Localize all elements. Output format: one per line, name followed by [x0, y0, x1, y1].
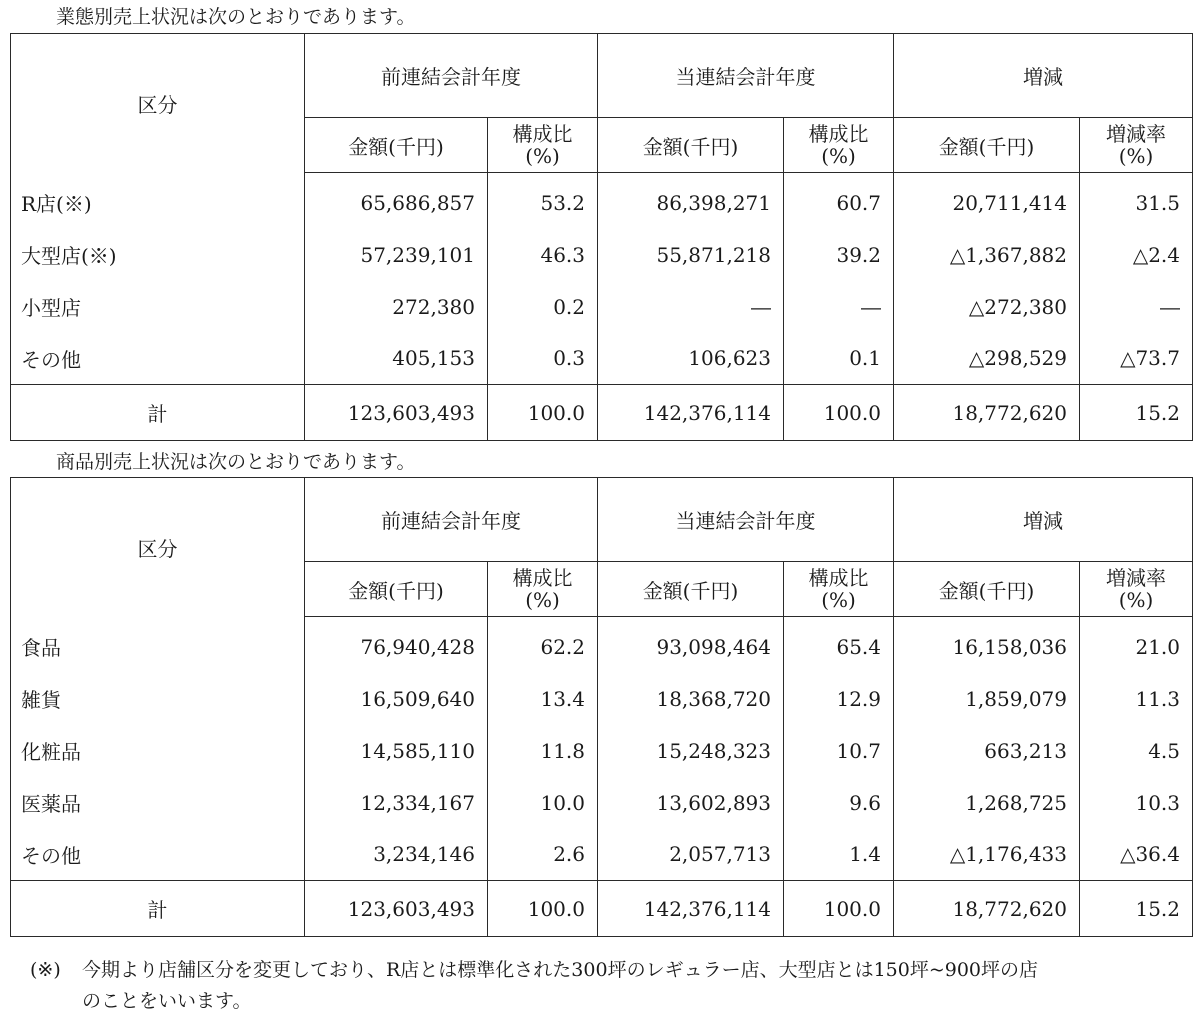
table-row	[11, 673, 1193, 725]
prev-ratio: 0.2	[488, 281, 598, 333]
change-rate: 11.3	[1080, 673, 1193, 725]
footnote-line-1: 今期より店舗区分を変更しており、R店とは標準化された300坪のレギュラー店、大型店とは150坪~900坪の店	[82, 959, 1039, 981]
prev-amount: 14,585,110	[305, 725, 488, 777]
curr-amount: 15,248,323	[598, 725, 784, 777]
change-amount: 18,772,620	[894, 385, 1080, 441]
prev-ratio: 0.3	[488, 333, 598, 385]
sales-by-format-table	[10, 33, 1193, 441]
row-label: 化粧品	[11, 725, 305, 777]
curr-ratio: ―	[784, 281, 894, 333]
header-curr-year: 当連結会計年度	[598, 34, 894, 118]
change-rate: 10.3	[1080, 777, 1193, 829]
prev-ratio: 13.4	[488, 673, 598, 725]
curr-amount: 18,368,720	[598, 673, 784, 725]
prev-amount: 57,239,101	[305, 229, 488, 281]
prev-ratio: 53.2	[488, 173, 598, 229]
header-prev-year: 前連結会計年度	[305, 478, 598, 562]
row-label: その他	[11, 829, 305, 881]
header-amount: 金額(千円)	[305, 118, 488, 173]
total-row	[11, 385, 1193, 441]
prev-amount: 123,603,493	[305, 881, 488, 937]
prev-amount: 16,509,640	[305, 673, 488, 725]
prev-ratio: 62.2	[488, 617, 598, 673]
curr-ratio: 100.0	[784, 385, 894, 441]
sales-by-product-table	[10, 477, 1193, 937]
prev-amount: 123,603,493	[305, 385, 488, 441]
change-amount: 663,213	[894, 725, 1080, 777]
header-row-top	[11, 478, 1193, 562]
table-row	[11, 829, 1193, 881]
curr-ratio: 10.7	[784, 725, 894, 777]
table-row	[11, 333, 1193, 385]
header-amount: 金額(千円)	[894, 118, 1080, 173]
header-amount: 金額(千円)	[598, 118, 784, 173]
caption-sales-by-product: 商品別売上状況は次のとおりであります。	[56, 451, 416, 473]
curr-ratio: 9.6	[784, 777, 894, 829]
change-amount: 1,268,725	[894, 777, 1080, 829]
prev-amount: 3,234,146	[305, 829, 488, 881]
curr-amount: 13,602,893	[598, 777, 784, 829]
row-label: 小型店	[11, 281, 305, 333]
curr-ratio: 65.4	[784, 617, 894, 673]
footnote-line-2: のことをいいます。	[82, 990, 252, 1012]
change-amount: △298,529	[894, 333, 1080, 385]
total-label: 計	[11, 881, 305, 937]
prev-amount: 272,380	[305, 281, 488, 333]
footnote-mark: (※)	[30, 959, 61, 981]
header-ratio: 構成比 (%)	[488, 118, 598, 173]
change-rate: 21.0	[1080, 617, 1193, 673]
curr-ratio: 0.1	[784, 333, 894, 385]
change-rate: △73.7	[1080, 333, 1193, 385]
curr-ratio: 60.7	[784, 173, 894, 229]
footnote	[30, 955, 1190, 1017]
header-category: 区分	[11, 34, 305, 173]
row-label: その他	[11, 333, 305, 385]
curr-amount: 55,871,218	[598, 229, 784, 281]
header-change: 増減	[894, 34, 1193, 118]
row-label: 食品	[11, 617, 305, 673]
header-category: 区分	[11, 478, 305, 617]
header-amount: 金額(千円)	[894, 562, 1080, 617]
change-amount: △272,380	[894, 281, 1080, 333]
header-change: 増減	[894, 478, 1193, 562]
prev-ratio: 100.0	[488, 881, 598, 937]
change-amount: △1,367,882	[894, 229, 1080, 281]
prev-ratio: 10.0	[488, 777, 598, 829]
total-row	[11, 881, 1193, 937]
curr-ratio: 12.9	[784, 673, 894, 725]
prev-amount: 76,940,428	[305, 617, 488, 673]
prev-ratio: 100.0	[488, 385, 598, 441]
curr-ratio: 100.0	[784, 881, 894, 937]
prev-ratio: 11.8	[488, 725, 598, 777]
prev-amount: 405,153	[305, 333, 488, 385]
caption-sales-by-format: 業態別売上状況は次のとおりであります。	[56, 6, 416, 28]
change-amount: 1,859,079	[894, 673, 1080, 725]
prev-ratio: 2.6	[488, 829, 598, 881]
curr-amount: 93,098,464	[598, 617, 784, 673]
prev-amount: 65,686,857	[305, 173, 488, 229]
curr-amount: 106,623	[598, 333, 784, 385]
header-row-top	[11, 34, 1193, 118]
curr-amount: 142,376,114	[598, 881, 784, 937]
row-label: 医薬品	[11, 777, 305, 829]
header-ratio: 構成比 (%)	[784, 562, 894, 617]
curr-amount: ―	[598, 281, 784, 333]
table-row	[11, 617, 1193, 673]
change-rate: △2.4	[1080, 229, 1193, 281]
table-row	[11, 229, 1193, 281]
change-rate: ―	[1080, 281, 1193, 333]
prev-ratio: 46.3	[488, 229, 598, 281]
prev-amount: 12,334,167	[305, 777, 488, 829]
header-ratio: 構成比 (%)	[488, 562, 598, 617]
change-rate: 15.2	[1080, 881, 1193, 937]
change-rate: 15.2	[1080, 385, 1193, 441]
change-amount: △1,176,433	[894, 829, 1080, 881]
table-row	[11, 281, 1193, 333]
header-prev-year: 前連結会計年度	[305, 34, 598, 118]
curr-amount: 142,376,114	[598, 385, 784, 441]
table-row	[11, 173, 1193, 229]
row-label: R店(※)	[11, 173, 305, 229]
row-label: 雑貨	[11, 673, 305, 725]
change-rate: 31.5	[1080, 173, 1193, 229]
curr-amount: 2,057,713	[598, 829, 784, 881]
change-rate: △36.4	[1080, 829, 1193, 881]
header-curr-year: 当連結会計年度	[598, 478, 894, 562]
table-row	[11, 725, 1193, 777]
change-amount: 20,711,414	[894, 173, 1080, 229]
change-amount: 18,772,620	[894, 881, 1080, 937]
curr-ratio: 39.2	[784, 229, 894, 281]
change-rate: 4.5	[1080, 725, 1193, 777]
row-label: 大型店(※)	[11, 229, 305, 281]
header-ratio: 構成比 (%)	[784, 118, 894, 173]
curr-ratio: 1.4	[784, 829, 894, 881]
header-rate: 増減率 (%)	[1080, 562, 1193, 617]
total-label: 計	[11, 385, 305, 441]
curr-amount: 86,398,271	[598, 173, 784, 229]
change-amount: 16,158,036	[894, 617, 1080, 673]
header-amount: 金額(千円)	[305, 562, 488, 617]
table-row	[11, 777, 1193, 829]
header-amount: 金額(千円)	[598, 562, 784, 617]
header-rate: 増減率 (%)	[1080, 118, 1193, 173]
